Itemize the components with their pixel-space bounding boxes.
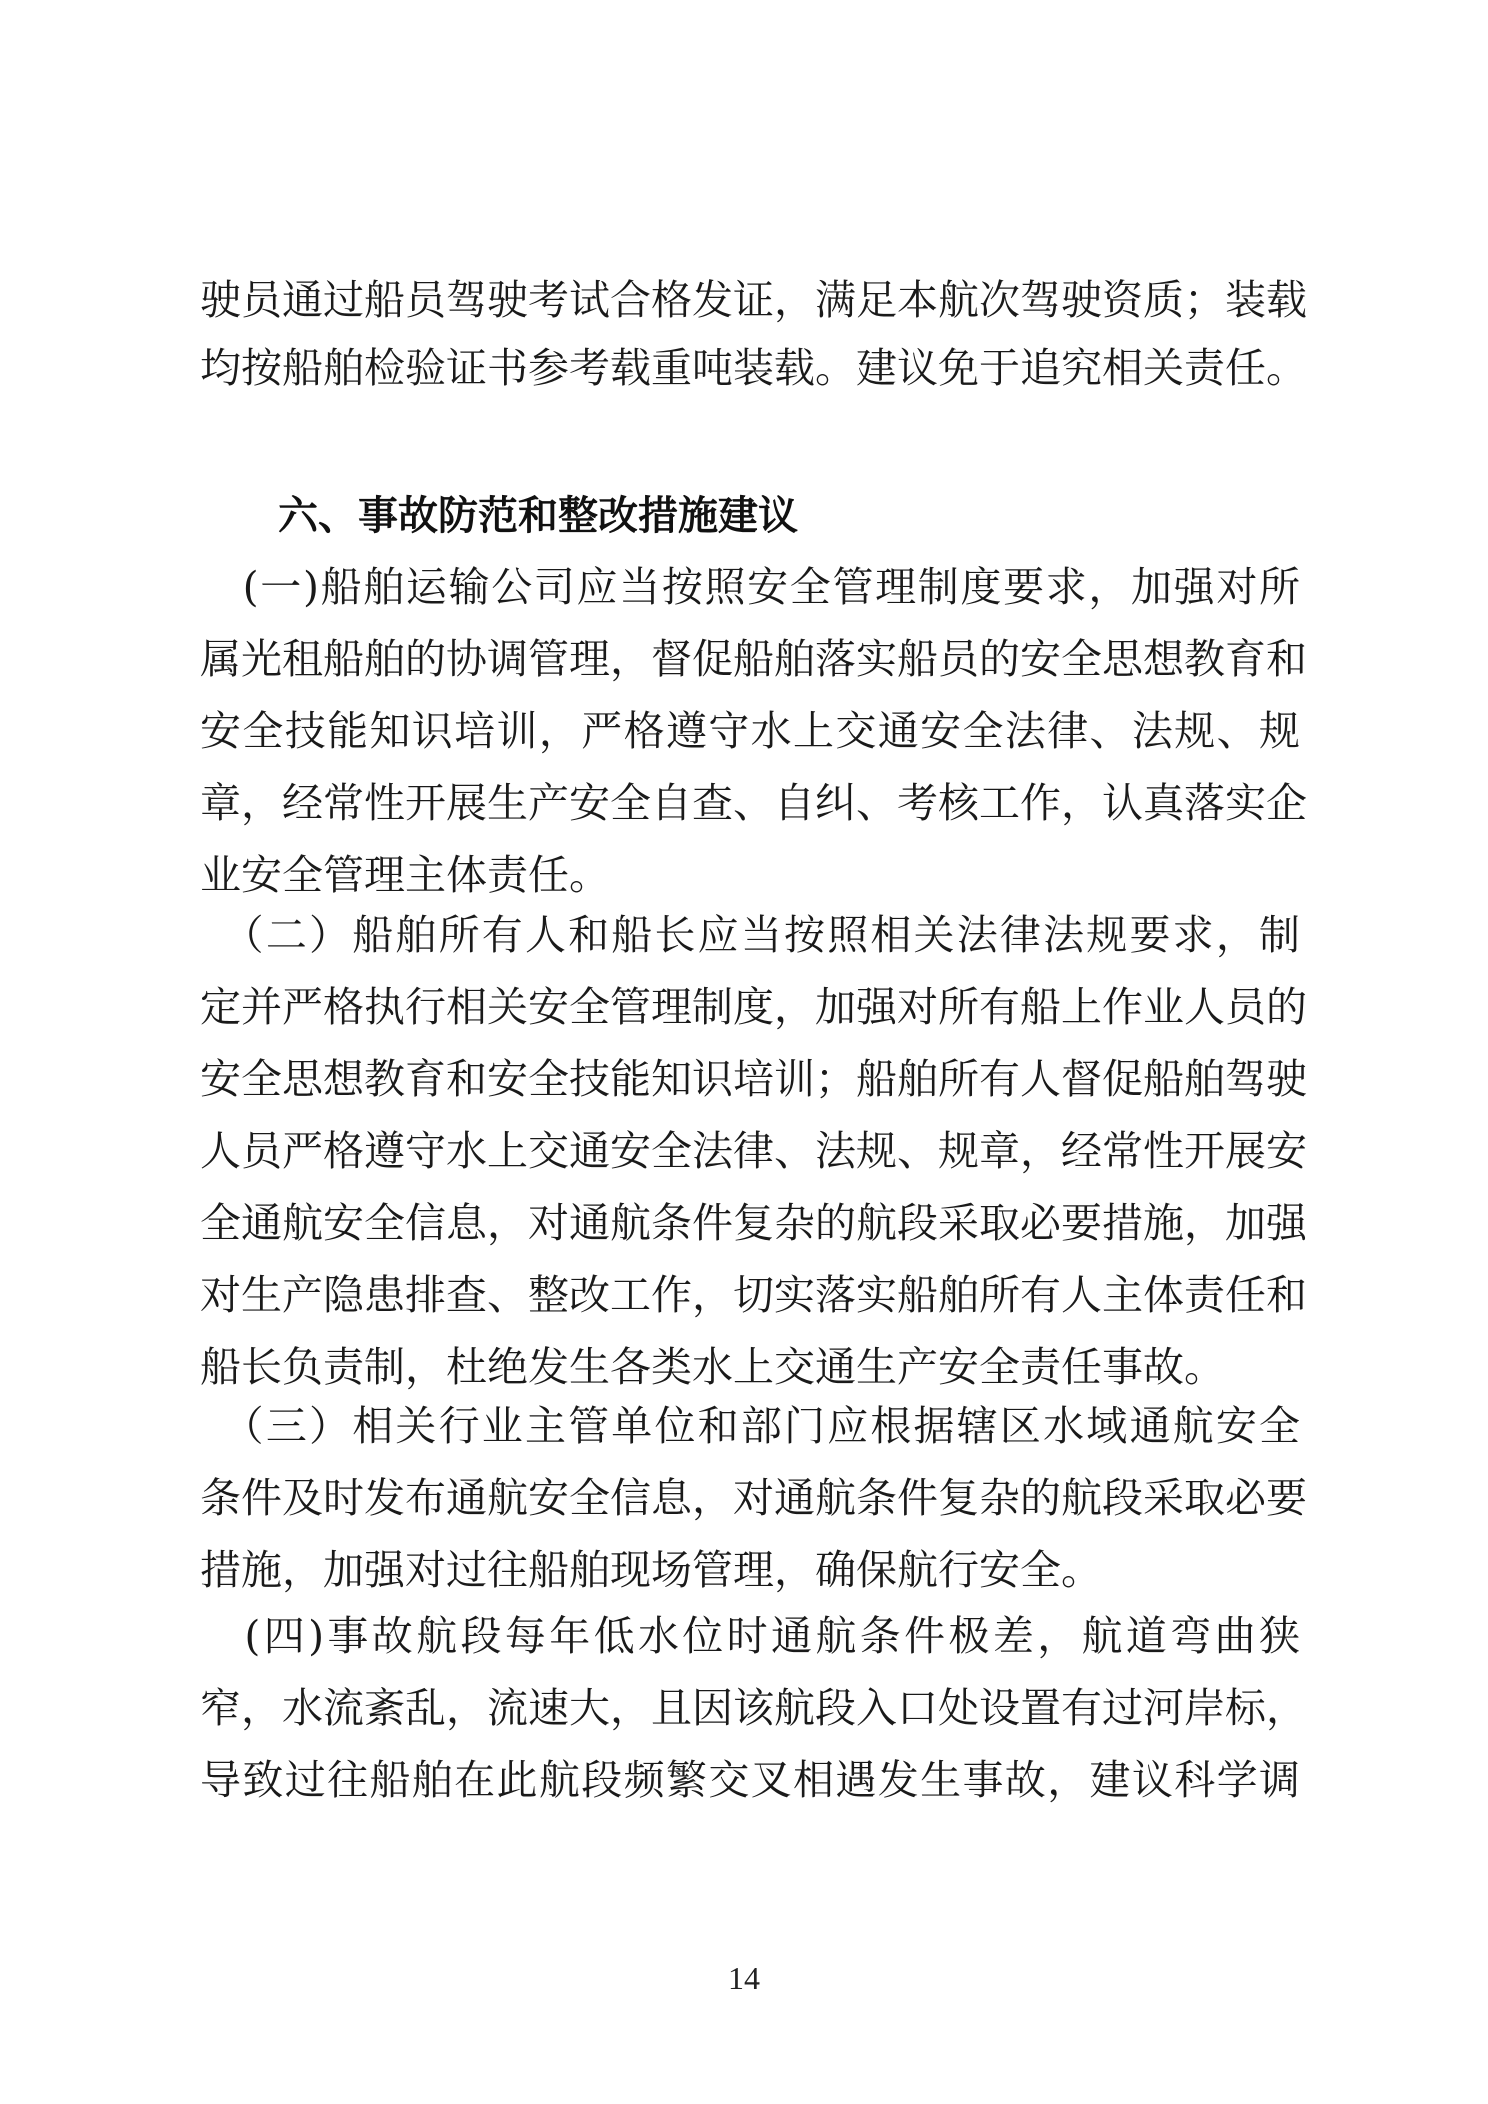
text-line: 人员严格遵守水上交通安全法律、法规、规章，经常性开展安 [200,1127,1307,1175]
text-line: 均按船舶检验证书参考载重吨装载。建议免于追究相关责任。 [200,344,1307,392]
section-heading: 六、事故防范和整改措施建议 [278,493,798,539]
text-line: 措施，加强对过往船舶现场管理，确保航行安全。 [200,1546,1102,1594]
text-line: 安全思想教育和安全技能知识培训；船舶所有人督促船舶驾驶 [200,1055,1307,1103]
text-line: 属光租船舶的协调管理，督促船舶落实船员的安全思想教育和 [200,635,1307,683]
text-line: 全通航安全信息，对通航条件复杂的航段采取必要措施，加强 [200,1199,1307,1247]
text-line: 条件及时发布通航安全信息，对通航条件复杂的航段采取必要 [200,1474,1307,1522]
text-line: （三）相关行业主管单位和部门应根据辖区水域通航安全 [200,1402,1300,1450]
text-line: 安全技能知识培训，严格遵守水上交通安全法律、法规、规 [200,707,1300,755]
text-line: 业安全管理主体责任。 [200,851,610,899]
text-line: 驶员通过船员驾驶考试合格发证，满足本航次驾驶资质；装载 [200,276,1307,324]
text-line: 章，经常性开展生产安全自查、自纠、考核工作，认真落实企 [200,779,1307,827]
text-line: 导致过往船舶在此航段频繁交叉相遇发生事故，建议科学调 [200,1756,1300,1804]
text-line: 船长负责制，杜绝发生各类水上交通生产安全责任事故。 [200,1343,1225,1391]
page-number: 14 [728,1960,760,1996]
text-line: (四)事故航段每年低水位时通航条件极差，航道弯曲狭 [200,1612,1300,1660]
text-line: 窄，水流紊乱，流速大，且因该航段入口处设置有过河岸标， [200,1684,1307,1732]
text-line: （二）船舶所有人和船长应当按照相关法律法规要求，制 [200,911,1300,959]
text-line: 对生产隐患排查、整改工作，切实落实船舶所有人主体责任和 [200,1271,1307,1319]
text-line: (一)船舶运输公司应当按照安全管理制度要求，加强对所 [200,563,1300,611]
text-line: 定并严格执行相关安全管理制度，加强对所有船上作业人员的 [200,983,1307,1031]
